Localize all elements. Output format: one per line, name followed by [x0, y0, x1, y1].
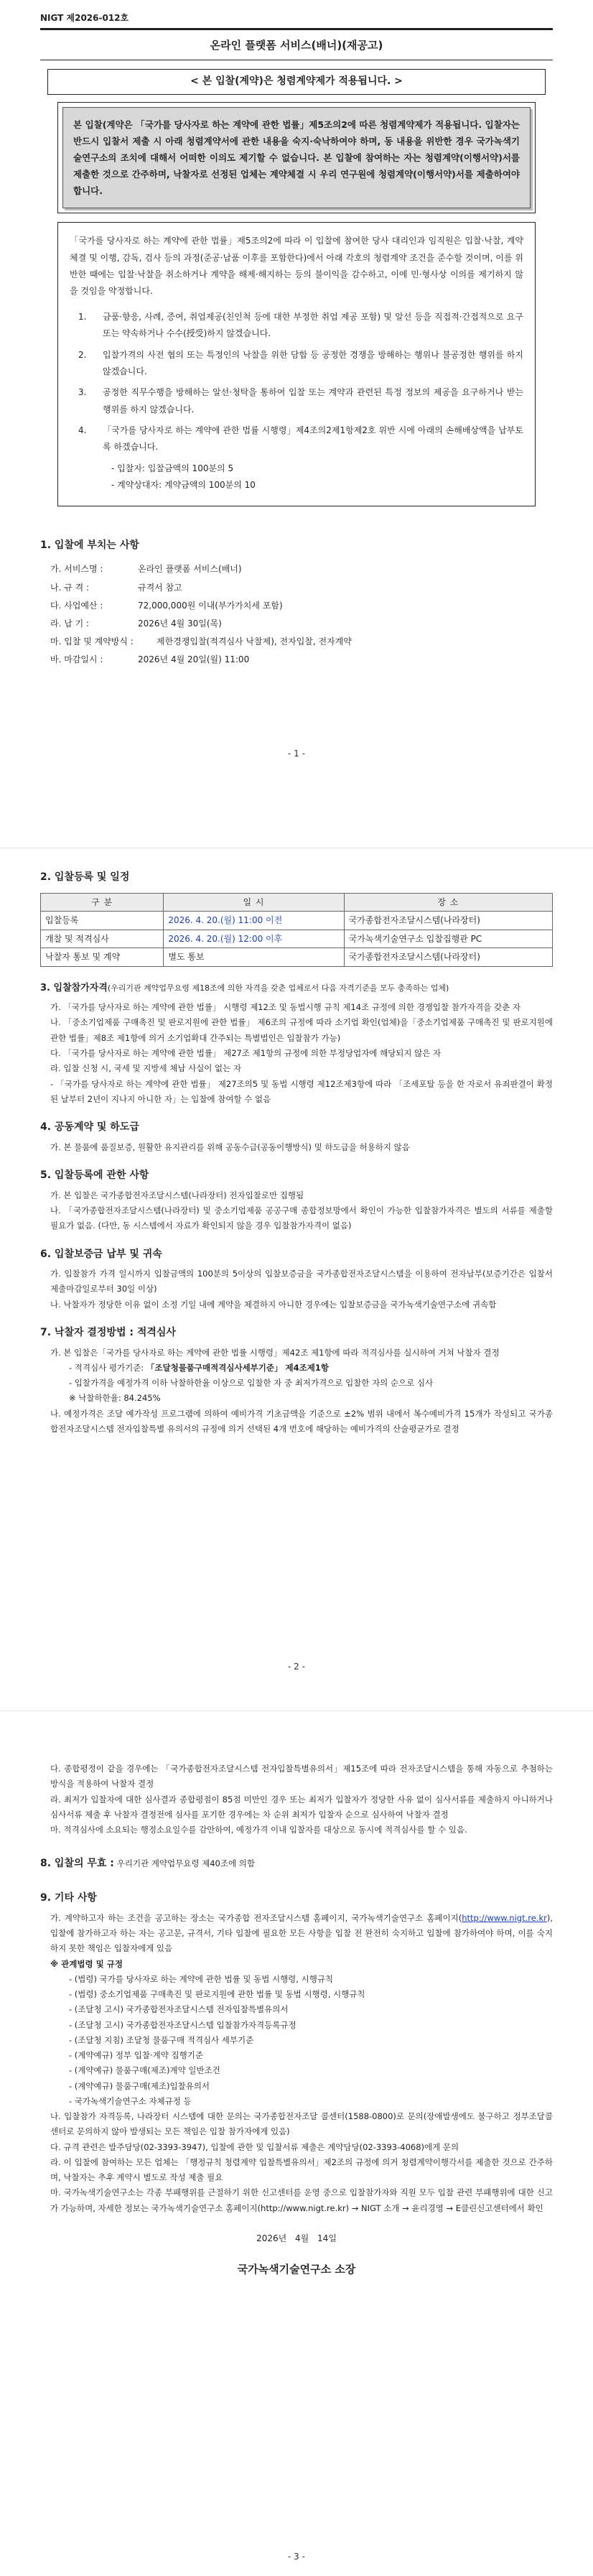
- section-title: 4. 공동계약 및 하도급: [40, 1121, 139, 1134]
- list-item: 나. 입찰참가 자격등록, 나라장터 시스템에 대한 문의는 국가종합전자조달 콜센터(1588-0800)로 문의(장애발생에도 불구하고 정부조달콜센터로 문의하지 않아 발생되는 모든 책임은 입찰 참가자에게 있음): [50, 2111, 553, 2137]
- list-item: 나. 낙찰자가 정당한 이유 없이 소정 기일 내에 계약을 체결하지 아니한 경우에는 입찰보증금을 국가녹색기술연구소에 귀속함: [50, 1299, 497, 1310]
- section-8: [40, 1856, 553, 1872]
- section-2: [40, 870, 553, 967]
- list-item: 가. 서비스명 : 온라인 플랫폼 서비스(배너): [50, 564, 242, 575]
- list-item: 마. 입찰 및 계약방식 : 제한경쟁입찰(적격심사 낙찰제), 전자입찰, 전자계약: [50, 636, 352, 647]
- section-title: 6. 입찰보증금 납부 및 귀속: [40, 1248, 162, 1260]
- section-4: [40, 1120, 553, 1155]
- section-title: 3. 입찰참가자격(우리기관 계약업무요령 제18조에 의한 자격을 갖춘 업체로서 다음 자격기준을 모두 충족하는 업체): [40, 983, 449, 994]
- header-rule: [40, 28, 553, 30]
- list-item: - (조달청 고시) 국가종합전자조달시스템 입찰참가자격등록규정: [69, 2019, 296, 2030]
- table-row: 낙찰자 통보 및 계약 별도 통보 국가종합전자조달시스템(나라장터): [41, 948, 553, 967]
- integrity-banner: < 본 입찰(계약)은 청렴계약제가 적용됩니다. >: [47, 69, 546, 95]
- table-header: 일 시: [164, 893, 344, 912]
- list-item: 나. 규 격 : 규격서 참고: [50, 582, 182, 593]
- list-item: - (조달청 고시) 국가종합전자조달시스템 전자입찰특별유의서: [69, 2004, 289, 2015]
- list-item: - 입찰가격을 예정가격 이하 낙찰하한율 이상으로 입찰한 자 중 최저가격으로 입찰한 자의 순으로 심사: [69, 1378, 434, 1389]
- integrity-notice-box: [57, 102, 536, 214]
- bid-bond-list: [50, 1266, 553, 1312]
- table-header-row: [41, 893, 553, 912]
- list-item: - 국가녹색기술연구소 자체규정 등: [69, 2095, 192, 2106]
- list-item: 마. 국가녹색기술연구소는 각종 부패행위를 근절하기 위한 신고센터를 운영 중으로 입찰참가자와 직원 모두 입찰 관련 부패행위에 대한 신고가 가능하며, 자세한 정보는 국가녹색기술연구소 홈페이지(http://www.nigt.re.kr) → NIGT 소개 → 윤리경영 → E클린신고센터에서 확인: [50, 2187, 553, 2213]
- list-item: 나. 「중소기업제품 구매촉진 및 판로지원에 관한 법률」 제6조의 규정에 따라 소기업 확인(업체)을「중소기업제품 구매촉진 및 판로지원에 관한 법률」제8조 제1항에 의거 소기업확대 간주되는 특별법인은 입찰참가 가능): [50, 1017, 553, 1043]
- page-number: - 3 -: [288, 2552, 305, 2562]
- list-item: 바. 마감일시 : 2026년 4월 20일(월) 11:00: [50, 654, 250, 665]
- list-item: ※ 낙찰하한율: 84.245%: [69, 1393, 161, 1404]
- document-title: 온라인 플랫폼 서비스(배너)(재공고): [210, 38, 383, 52]
- list-item: 다. 「국가를 당사자로 하는 계약에 관한 법률」 제27조 제1항의 규정에 의한 부정당업자에 해당되지 않은 자: [50, 1048, 442, 1058]
- misc-list: [50, 1911, 553, 2216]
- award-method-list: [50, 1345, 553, 1437]
- page-1: [0, 0, 593, 848]
- page-3: [0, 1747, 593, 2576]
- list-item: - 계약상대자: 계약금액의 100분의 10: [111, 480, 256, 491]
- law-heading: ※ 관계법령 및 규정: [50, 1958, 123, 1969]
- table-row: 개찰 및 적격심사 2026. 4. 20.(월) 12:00 이후 국가녹색기술연구소 입찰집행관 PC: [41, 930, 553, 948]
- list-item: - (조달청 지침) 조달청 물품구매 적격심사 세부기준: [69, 2034, 254, 2045]
- list-item: 가. 「국가를 당사자로 하는 계약에 관한 법률」 시행령 제12조 및 동법시행 규칙 제14조 규정에 의한 경쟁입찰 참가자격을 갖춘 자: [50, 1002, 520, 1013]
- section-6: [40, 1247, 553, 1312]
- page-2: [0, 870, 593, 1710]
- list-item: - 「국가를 당사자로 하는 계약에 관한 법률」 제27조의5 및 동법 시행령 제12조제3항에 따라 「조세포탈 등을 한 자로서 유죄판결이 확정된 날부터 2년이 지나지 아니한 자」는 입찰에 참여할 수 없음: [50, 1078, 553, 1104]
- list-item: 나. 예정가격은 조달 예가작성 프로그램에 의하여 예비가격 기초금액을 기준으로 ±2% 범위 내에서 복수예비가격 15개가 작성되고 국가종합전자조달시스템 전자입찰특별 유의서의 규정에 의거 선택된 4개 번호에 해당하는 예비가격의 산술평균가로 결정: [50, 1408, 553, 1434]
- list-item: 라. 이 입찰에 참여하는 모든 업체는 「행정규칙 청렴계약 입찰특별유의서」제2조의 규정에 의거 청렴계약이행각서를 제출한 것으로 간주하며, 낙찰자는 추후 계약시 별도로 작성 제출 필요: [50, 2156, 553, 2183]
- section-7: [40, 1325, 553, 1437]
- list-item: 나. 「국가종합전자조달시스템(나라장터) 및 중소기업제품 공공구매 종합정보망에서 확인이 가능한 입찰참가자격은 별도의 서류를 제출할 필요가 없음. (다만, 동 시스템에서 자료가 확인되지 않을 경우 입찰참가자격이 없음): [50, 1205, 553, 1231]
- registration-list: [50, 1188, 553, 1234]
- section-title: 9. 기타 사항: [40, 1892, 97, 1904]
- section-5: [40, 1168, 553, 1233]
- list-item: 가. 계약하고자 하는 조건을 공고하는 장소는 국가종합 전자조달시스템 홈페이지, 국가녹색기술연구소 홈페이지(http://www.nigt.re.kr), 입찰에 참가하고자 하는 자는 공고문, 규격서, 기타 입찰에 필요한 모든 사항을 입찰 전 완전히 숙지하고 입찰에 참가하여야 하며, 이를 숙지하지 못한 책임은 입찰자에게 있음: [50, 1912, 553, 1954]
- table-header: 장 소: [344, 893, 552, 912]
- page-number: - 1 -: [288, 749, 305, 759]
- list-item: 라. 최저가 입찰자에 대한 심사결과 종합평점이 85점 미만인 경우 또는 최저가 입찰자가 정당한 사유 없이 심사서류를 제출하지 아니하거나 심사서류 제출 후 낙찰자 결정전에 심사를 포기한 경우에는 차 순위 최저가 입찰자 순으로 심사하여 낙찰자 결정: [50, 1794, 553, 1820]
- section-title: 5. 입찰등록에 관한 사항: [40, 1169, 149, 1182]
- table-header: 구 분: [41, 893, 164, 912]
- list-item: 라. 입찰 신청 시, 국세 및 지방세 체납 사실이 없는 자: [50, 1063, 242, 1074]
- invalid-bid-text: 우리기관 계약업무요령 제40조에 의함: [116, 1858, 255, 1869]
- section-title: 8. 입찰의 무효 :: [40, 1858, 114, 1870]
- list-item: - 적격심사 평가기준: 「조달청물품구매적격심사세부기준」 제4조제1항: [69, 1362, 329, 1373]
- list-item: 가. 본 입찰은 국가종합전자조달시스템(나라장터) 전자입찰로만 집행됨: [50, 1190, 304, 1200]
- list-item: 라. 납 기 : 2026년 4월 30일(목): [50, 618, 222, 629]
- list-item: 다. 종합평정이 같을 경우에는 「국가종합전자조달시스템 전자입찰특별유의서」제15조에 따라 전자조달시스템을 통해 자동으로 추첨하는 방식을 적용하여 낙찰자 결정: [50, 1764, 553, 1789]
- document-number: NIGT 제2026-012호: [40, 13, 129, 23]
- qualification-list: [50, 1000, 553, 1107]
- list-item: - (법령) 중소기업제품 구매촉진 및 판로지원에 관한 법률 및 동법 시행령, 시행규칙: [69, 1989, 365, 2000]
- schedule-table: [40, 893, 553, 967]
- list-item: 마. 적격심사에 소요되는 행정소요일수를 감안하여, 예정가격 이내 입찰자를 대상으로 동시에 적격심사를 할 수 있음.: [50, 1825, 467, 1835]
- section-9: [40, 1891, 553, 2216]
- list-item: - (계약예규) 물품구매(제조)입찰유의서: [69, 2080, 210, 2091]
- list-item: 다. 사업예산 : 72,000,000원 이내(부가가치세 포함): [50, 600, 283, 611]
- list-item: 가. 본 물품에 품질보증, 원활한 유지관리를 위해 공동수급(공동이행방식) 및 하도급을 허용하지 않음: [50, 1141, 410, 1152]
- integrity-intro: 「국가를 당사자로 하는 계약에 관한 법률」제5조의2에 따라 이 입찰에 참여한 당사 대리인과 임직원은 입찰·낙찰, 계약 체결 및 이행, 감독, 검사 등의 과정(준공·납품 이후를 포함한다)에서 아래 각호의 청렴계약 조건을 준수할 것이며, 이를 위반한 때에는 입찰·낙찰을 취소하거나 계약을 해제·해지하는 등의 불이익을 감수하고, 이에 민·형사상 이의를 제기하지 않을 것임을 약정합니다.: [70, 236, 523, 297]
- integrity-contract-box: [57, 222, 536, 506]
- list-item: 4. 「국가를 당사자로 하는 계약에 관한 법률 시행령」제4조의2제1항제2호 위반 시에 아래의 손해배상액을 납부토록 하겠습니다.: [78, 425, 523, 453]
- section-title: 2. 입찰등록 및 일정: [40, 871, 130, 883]
- section-1: [40, 538, 553, 670]
- page-number: - 2 -: [288, 1662, 305, 1672]
- announcement-date: 2026년 4월 14일: [256, 2233, 337, 2244]
- evaluation-standard: 「조달청물품구매적격심사세부기준」 제4조제1항: [146, 1362, 329, 1373]
- list-item: 가. 입찰참가 가격 일시까지 입찰금액의 100분의 5이상의 입찰보증금을 국가종합전자조달시스템을 이용하여 전자납부(보증기간은 입찰서 제출마감일로부터 30일 이상): [50, 1269, 553, 1294]
- integrity-conditions-list: [70, 309, 523, 456]
- list-item: 다. 규격 관련은 발주담당(02-3393-3947), 입찰에 관한 및 입찰서류 제출은 계약담당(02-3393-4068)에게 문의: [50, 2141, 459, 2152]
- list-item: 3. 공정한 직무수행을 방해하는 알선·청탁을 통하여 입찰 또는 계약과 관련된 특정 정보의 제공을 요구하거나 받는 행위를 하지 않겠습니다.: [78, 387, 523, 414]
- list-item: 가. 본 입찰은「국가를 당사자로 하는 계약에 관한 법률 시행령」제42조 제1항에 따라 적격심사를 실시하여 거쳐 낙찰자 결정: [50, 1347, 500, 1358]
- list-item: - (계약예규) 정부 입찰·계약 집행기준: [69, 2050, 203, 2061]
- section-title: 7. 낙찰자 결정방법 : 적격심사: [40, 1326, 176, 1338]
- section-3: [40, 981, 553, 1107]
- bid-items-list: [50, 560, 553, 669]
- issuing-organization: 국가녹색기술연구소 소장: [237, 2262, 356, 2276]
- penalty-list: [103, 460, 523, 494]
- table-row: 입찰등록 2026. 4. 20.(월) 11:00 이전 국가종합전자조달시스템(나라장터): [41, 912, 553, 930]
- institute-homepage-link[interactable]: http://www.nigt.re.kr: [462, 1912, 547, 1923]
- list-item: - 입찰자: 입찰금액의 100분의 5: [111, 463, 234, 473]
- integrity-notice-text: 본 입찰(계약은 「국가를 당사자로 하는 계약에 관한 법률」제5조의2에 따른 청렴계약제가 적용됩니다. 입찰자는 반드시 입찰서 제출 시 아래 청렴계약서에 관한 내용을 숙지·숙낙하여야 하며, 동 내용을 위반한 경우 국가녹색기술연구소의 조치에 대해서 어떠한 이의도 제기할 수 없습니다. 본 입찰에 참여하는 자는 청렴계약(이행서약)서를 제출한 것으로 간주하며, 낙찰자로 선정된 업체는 계약체결 시 우리 연구원에 청렴계약(이행서약)서를 제출하여야 합니다.: [62, 107, 531, 209]
- section-title: 1. 입찰에 부치는 사항: [40, 539, 139, 551]
- award-method-continued: [50, 1747, 553, 1838]
- page-divider: [0, 1710, 593, 1711]
- list-item: 1. 금품·향응, 사례, 증여, 취업제공(친인척 등에 대한 부정한 취업 제공 포함) 및 알선 등을 직접적·간접적으로 요구 또는 약속하거나 수수(授受)하지 않겠습니다.: [78, 311, 523, 339]
- list-item: - (법령) 국가를 당사자로 하는 계약에 관한 법률 및 동법 시행령, 시행규칙: [69, 1973, 334, 1984]
- list-item: - (계약예규) 물품구매(제조)계약 일반조건: [69, 2065, 220, 2076]
- list-item: 2. 입찰가격의 사전 협의 또는 특정인의 낙찰을 위한 담합 등 공정한 경쟁을 방해하는 행위나 불공정한 행위를 하지 않겠습니다.: [78, 349, 523, 376]
